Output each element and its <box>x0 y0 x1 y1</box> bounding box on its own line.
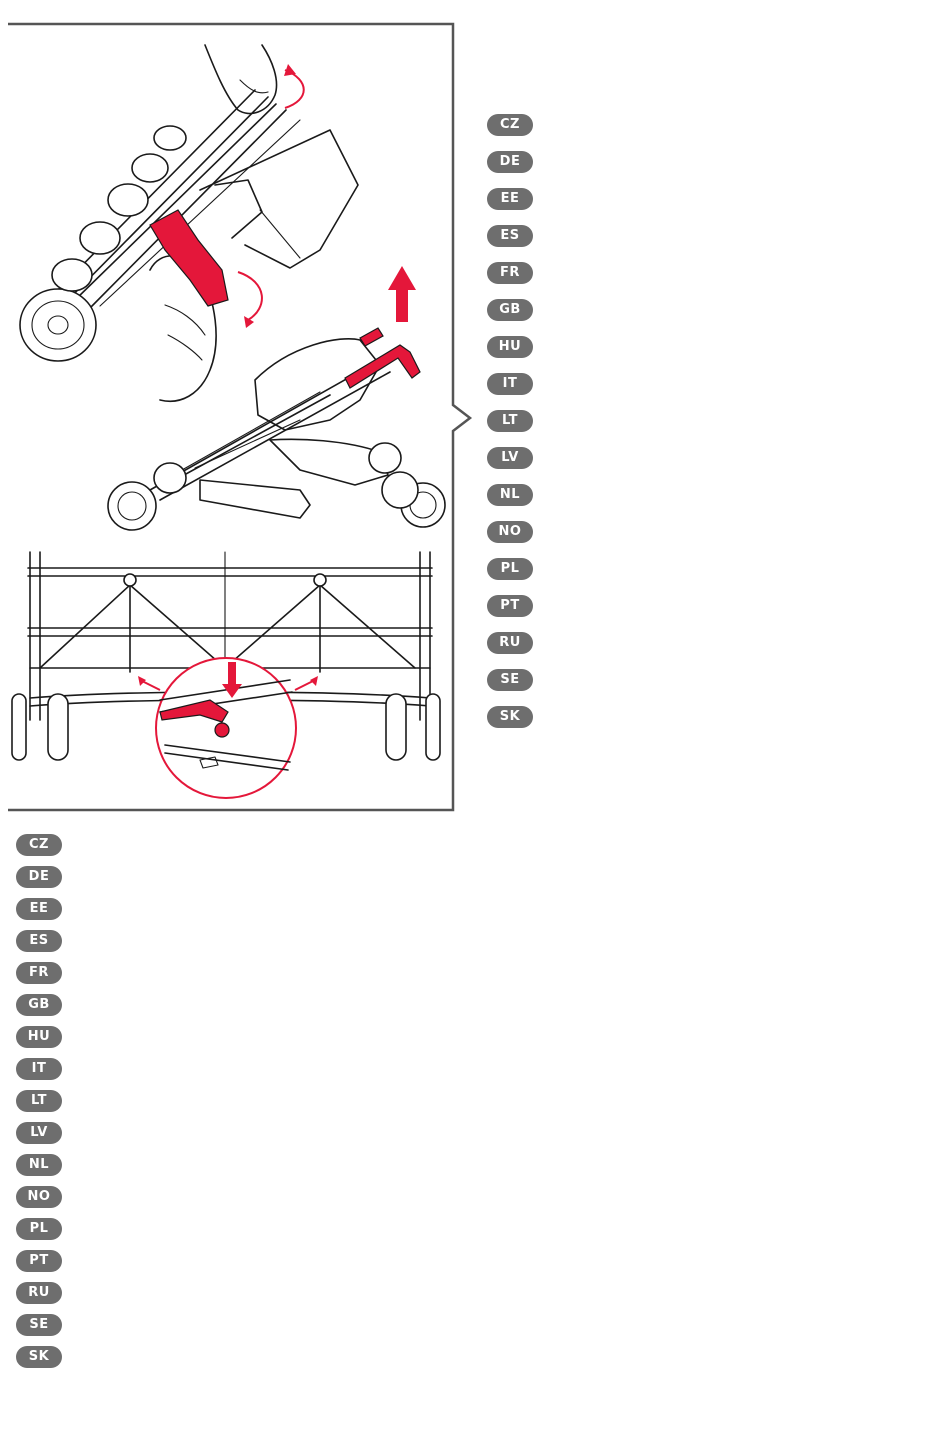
language-badge-ru: RU <box>487 632 533 654</box>
language-badge-de: DE <box>487 151 533 173</box>
language-badge-es: ES <box>487 225 533 247</box>
language-badge-hu: HU <box>16 1026 62 1048</box>
language-badge-it: IT <box>16 1058 62 1080</box>
language-badge-fr: FR <box>487 262 533 284</box>
language-badge-pl: PL <box>487 558 533 580</box>
language-badge-ee: EE <box>16 898 62 920</box>
up-arrow-icon <box>388 266 416 322</box>
language-badge-sk: SK <box>487 706 533 728</box>
language-badge-hu: HU <box>487 336 533 358</box>
language-badge-de: DE <box>16 866 62 888</box>
language-badge-no: NO <box>16 1186 62 1208</box>
language-badge-se: SE <box>487 669 533 691</box>
language-badge-cz: CZ <box>16 834 62 856</box>
unfolding-stroller-drawing <box>108 266 445 530</box>
language-badge-lt: LT <box>16 1090 62 1112</box>
language-badge-nl: NL <box>16 1154 62 1176</box>
language-badge-ru: RU <box>16 1282 62 1304</box>
language-badge-gb: GB <box>487 299 533 321</box>
language-badge-nl: NL <box>487 484 533 506</box>
language-badge-pl: PL <box>16 1218 62 1240</box>
language-badge-cz: CZ <box>487 114 533 136</box>
language-badge-pt: PT <box>487 595 533 617</box>
language-badge-it: IT <box>487 373 533 395</box>
language-badge-no: NO <box>487 521 533 543</box>
language-badge-fr: FR <box>16 962 62 984</box>
language-badge-lv: LV <box>16 1122 62 1144</box>
language-badge-sk: SK <box>16 1346 62 1368</box>
language-badge-pt: PT <box>16 1250 62 1272</box>
frame-rear-view-drawing <box>12 552 440 798</box>
language-badge-es: ES <box>16 930 62 952</box>
language-badge-gb: GB <box>16 994 62 1016</box>
language-badge-se: SE <box>16 1314 62 1336</box>
language-badge-lt: LT <box>487 410 533 432</box>
language-badge-ee: EE <box>487 188 533 210</box>
language-badge-lv: LV <box>487 447 533 469</box>
